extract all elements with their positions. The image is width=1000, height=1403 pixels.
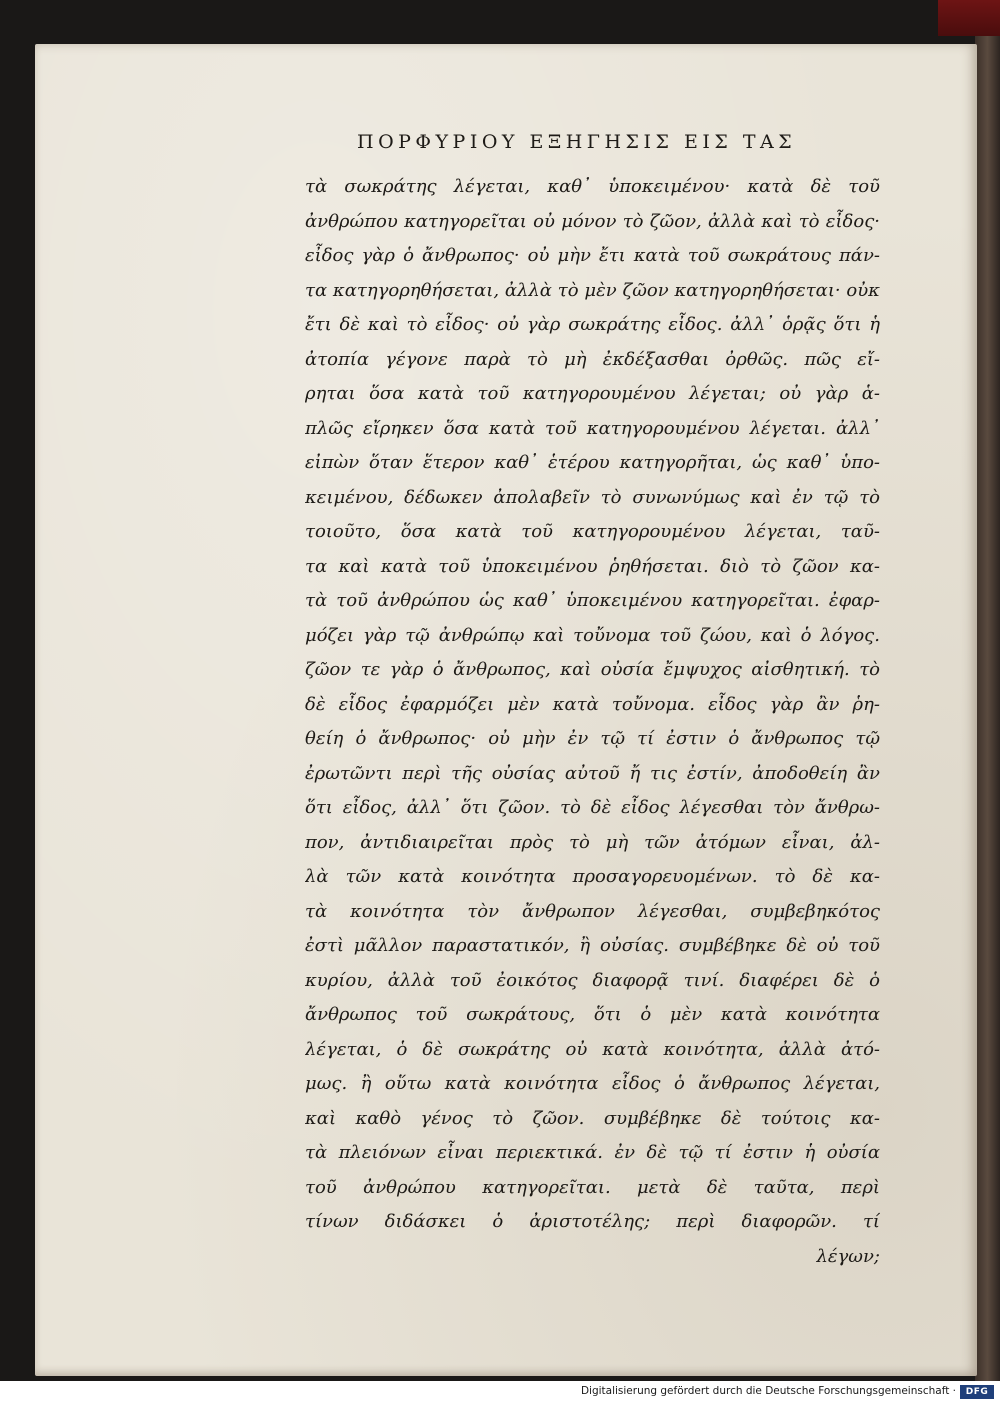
footer-credit: Digitalisierung gefördert durch die Deutsche Forschungsgemeinschaft · (580, 1385, 956, 1397)
text-line: τὰ πλειόνων εἶναι περιεκτικά. ἐν δὲ τῷ τί ἐστιν ἡ οὐσία (305, 1142, 880, 1163)
footer-bar (0, 1381, 1000, 1403)
text-line: δὲ εἶδος ἐφαρμόζει μὲν κατὰ τοὔνομα. εἶδος γὰρ ἂν ῥη- (305, 693, 880, 715)
running-head: ΠΟΡΦΥΡΙΟΥ ΕΞΗΓΗΣΙΣ ΕΙΣ ΤΑΣ (357, 131, 797, 153)
text-line: ζῶον τε γὰρ ὁ ἄνθρωπος, καὶ οὐσία ἔμψυχος αἰσθητική. τὸ (305, 659, 880, 680)
text-line: τοιοῦτο, ὅσα κατὰ τοῦ κατηγορουμένου λέγεται, ταῦ- (305, 521, 880, 542)
text-line: εἶδος γὰρ ὁ ἄνθρωπος· οὐ μὴν ἔτι κατὰ τοῦ σωκράτους πάν- (305, 245, 880, 266)
text-line: μόζει γὰρ τῷ ἀνθρώπῳ καὶ τοὔνομα τοῦ ζώου, καὶ ὁ λόγος. (305, 624, 880, 646)
text-line: λέγεται, ὁ δὲ σωκράτης οὐ κατὰ κοινότητα, ἀλλὰ ἀτό- (305, 1038, 880, 1060)
text-line: ἄνθρωπος τοῦ σωκράτους, ὅτι ὁ μὲν κατὰ κοινότητα (305, 1004, 880, 1025)
text-line: πλῶς εἴρηκεν ὅσα κατὰ τοῦ κατηγορουμένου λέγεται. ἀλλ᾽ (305, 417, 880, 439)
text-line: ἀνθρώπου κατηγορεῖται οὐ μόνον τὸ ζῶον, ἀλλὰ καὶ τὸ εἶδος· (305, 210, 880, 232)
text-line: μως. ἢ οὕτω κατὰ κοινότητα εἶδος ὁ ἄνθρωπος λέγεται, (305, 1073, 880, 1094)
text-line: ἀτοπία γέγονε παρὰ τὸ μὴ ἐκδέξασθαι ὀρθῶς. πῶς εἴ- (305, 348, 880, 370)
dfg-logo-icon: DFG (960, 1385, 994, 1399)
book-board-edge (975, 36, 1000, 1381)
text-line: πον, ἀντιδιαιρεῖται πρὸς τὸ μὴ τῶν ἀτόμων εἶναι, ἀλ- (305, 831, 880, 853)
text-line: κυρίου, ἀλλὰ τοῦ ἐοικότος διαφορᾷ τινί. διαφέρει δὲ ὁ (305, 969, 880, 991)
red-binding-edge (938, 0, 1000, 36)
text-line: τὰ κοινότητα τὸν ἄνθρωπον λέγεσθαι, συμβεβηκότος (305, 900, 880, 922)
text-line: εἰπὼν ὅταν ἕτερον καθ᾽ ἑτέρου κατηγορῆται, ὡς καθ᾽ ὑπο- (305, 452, 880, 473)
text-line: τα κατηγορηθήσεται, ἀλλὰ τὸ μὲν ζῶον κατηγορηθήσεται· οὐκ (305, 279, 880, 301)
text-line: τίνων διδάσκει ὁ ἀριστοτέλης; περὶ διαφορῶν. τί (305, 1211, 880, 1232)
text-line: κειμένου, δέδωκεν ἀπολαβεῖν τὸ συνωνύμως καὶ ἐν τῷ τὸ (305, 486, 880, 508)
text-block (305, 170, 880, 1274)
text-line: ρηται ὅσα κατὰ τοῦ κατηγορουμένου λέγεται; οὐ γὰρ ἁ- (305, 383, 880, 404)
text-line: ὅτι εἶδος, ἀλλ᾽ ὅτι ζῶον. τὸ δὲ εἶδος λέγεσθαι τὸν ἄνθρω- (305, 797, 880, 818)
text-line: θείη ὁ ἄνθρωπος· οὐ μὴν ἐν τῷ τί ἐστιν ὁ ἄνθρωπος τῷ (305, 728, 880, 749)
text-line: τὰ τοῦ ἀνθρώπου ὡς καθ᾽ ὑποκειμένου κατηγορεῖται. ἐφαρ- (305, 590, 880, 611)
text-line: ἐστὶ μᾶλλον παραστατικόν, ἢ οὐσίας. συμβέβηκε δὲ οὐ τοῦ (305, 935, 880, 956)
text-line: καὶ καθὸ γένος τὸ ζῶον. συμβέβηκε δὲ τούτοις κα- (305, 1107, 880, 1129)
text-line: ἔτι δὲ καὶ τὸ εἶδος· οὐ γὰρ σωκράτης εἶδος. ἀλλ᾽ ὁρᾷς ὅτι ἡ (305, 314, 880, 335)
catchword: λέγων; (816, 1245, 880, 1267)
text-line: τα καὶ κατὰ τοῦ ὑποκειμένου ῥηθήσεται. διὸ τὸ ζῶον κα- (305, 555, 880, 577)
text-line: τὰ σωκράτης λέγεται, καθ᾽ ὑποκειμένου· κατὰ δὲ τοῦ (305, 176, 880, 197)
text-line: ἐρωτῶντι περὶ τῆς οὐσίας αὐτοῦ ἤ τις ἐστίν, ἀποδοθείη ἂν (305, 762, 880, 784)
text-line: λὰ τῶν κατὰ κοινότητα προσαγορευομένων. τὸ δὲ κα- (305, 866, 880, 887)
text-line: τοῦ ἀνθρώπου κατηγορεῖται. μετὰ δὲ ταῦτα, περὶ (305, 1176, 880, 1198)
